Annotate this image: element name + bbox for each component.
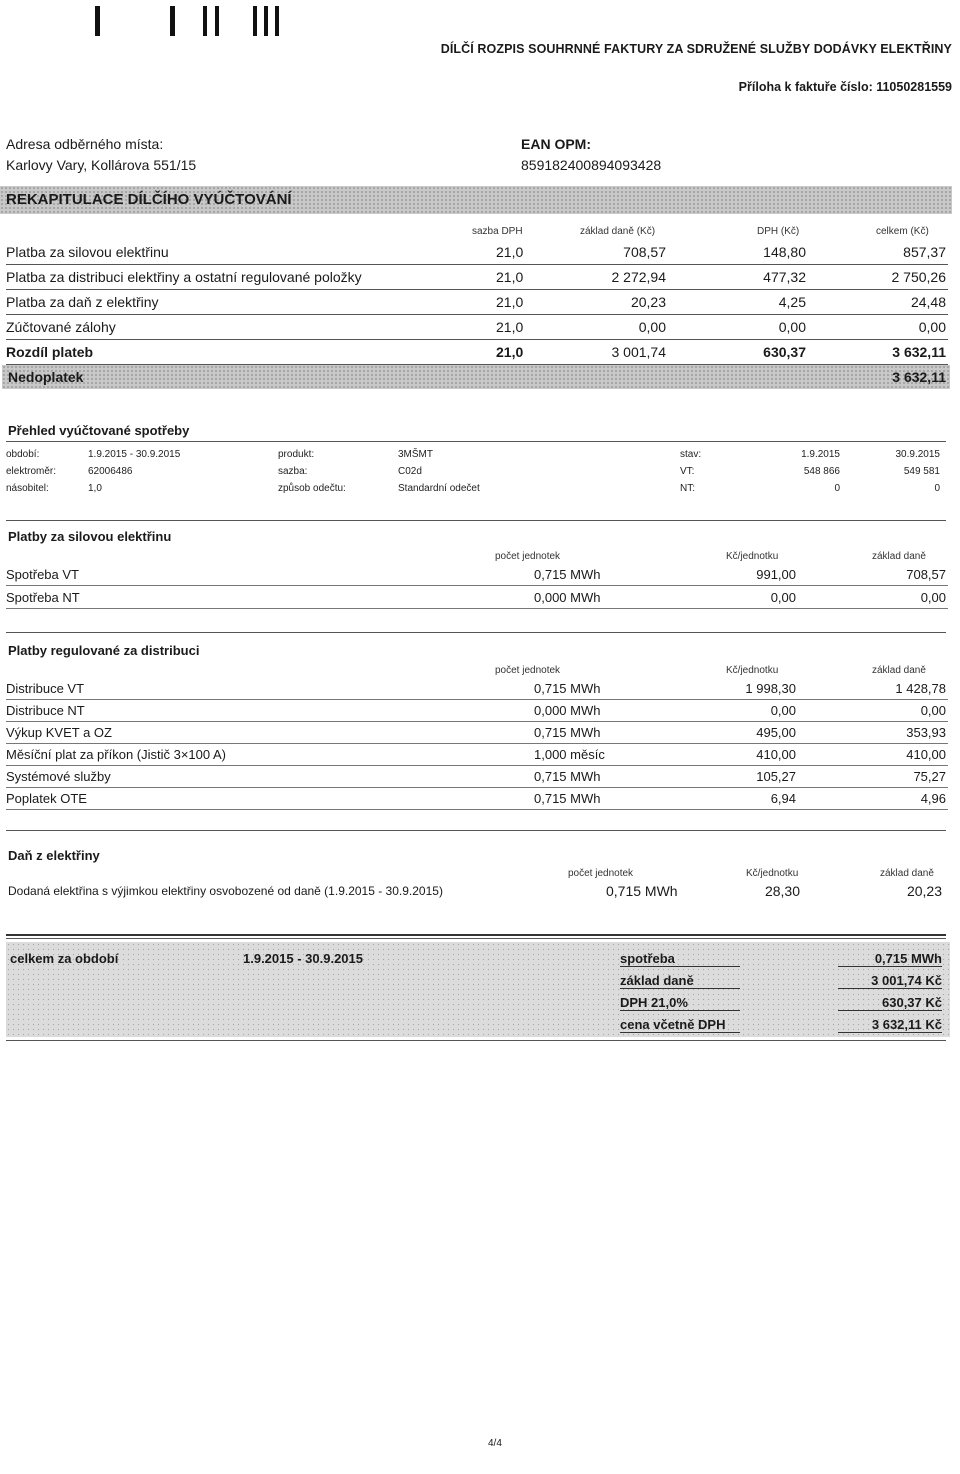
- recap-rate: 21,0: [496, 344, 524, 360]
- recap-rate: 21,0: [496, 269, 524, 285]
- tax-title: Daň z elektřiny: [8, 848, 100, 863]
- distribution-header-base: základ daně: [872, 665, 926, 676]
- rate-label: sazba:: [278, 466, 308, 477]
- totals-box: [6, 942, 950, 1037]
- power-row-base: 0,00: [920, 590, 946, 605]
- totals-item-value: 3 632,11 Kč: [838, 1017, 942, 1033]
- recap-name: Platba za distribuci elektřiny a ostatní regulované položky: [6, 269, 362, 285]
- recap-total: 2 750,26: [891, 269, 946, 285]
- meter-value: 62006486: [88, 466, 133, 477]
- totals-item-label: DPH 21,0%: [620, 995, 740, 1011]
- meter-label: elektroměr:: [6, 466, 57, 477]
- power-row-name: Spotřeba VT: [6, 567, 79, 582]
- ean-value: 859182400894093428: [521, 157, 662, 173]
- vt-from: 548 866: [803, 466, 840, 477]
- distribution-row-units: 0,715 MWh: [534, 769, 601, 784]
- divider: [6, 441, 946, 442]
- distribution-row-base: 410,00: [906, 747, 946, 762]
- power-row-base: 708,57: [906, 567, 946, 582]
- distribution-header-units: počet jednotek: [495, 665, 561, 676]
- power-title: Platby za silovou elektřinu: [8, 529, 172, 544]
- recap-row: [6, 290, 948, 315]
- header-total: celkem (Kč): [876, 226, 929, 237]
- distribution-row-units: 1,000 měsíc: [534, 747, 605, 762]
- power-row-name: Spotřeba NT: [6, 590, 80, 605]
- recap-name: Zúčtované zálohy: [6, 319, 116, 335]
- recap-row-difference: [6, 340, 948, 365]
- barcode: [95, 6, 279, 36]
- distribution-row-name: Systémové služby: [6, 769, 111, 784]
- tax-row-price: 28,30: [764, 883, 800, 899]
- product-label: produkt:: [278, 449, 315, 460]
- recap-vat: 630,37: [763, 344, 806, 360]
- distribution-row-price: 0,00: [770, 703, 796, 718]
- product-value: 3MŠMT: [398, 449, 433, 460]
- tax-row-name: Dodaná elektřina s výjimkou elektřiny osvobozené od daně (1.9.2015 - 30.9.2015): [8, 884, 443, 898]
- recap-vat: 148,80: [763, 244, 806, 260]
- distribution-row-price: 495,00: [756, 725, 796, 740]
- distribution-row-base: 1 428,78: [895, 681, 946, 696]
- power-row-units: 0,715 MWh: [534, 567, 601, 582]
- power-header-units: počet jednotek: [495, 551, 561, 562]
- vt-label: VT:: [680, 466, 695, 477]
- divider: [6, 934, 946, 936]
- distribution-row-units: 0,715 MWh: [534, 681, 601, 696]
- power-header-base: základ daně: [872, 551, 926, 562]
- state-label: stav:: [680, 449, 702, 460]
- nt-to: 0: [934, 483, 940, 494]
- distribution-row-price: 6,94: [770, 791, 796, 806]
- distribution-row-base: 353,93: [906, 725, 946, 740]
- totals-label: celkem za období: [10, 951, 119, 966]
- invoice-reference: Příloha k faktuře číslo: 11050281559: [738, 80, 952, 94]
- distribution-row: [6, 744, 948, 766]
- recap-rate: 21,0: [496, 319, 524, 335]
- multiplier-label: násobitel:: [6, 483, 49, 494]
- recap-name: Platba za silovou elektřinu: [6, 244, 169, 260]
- recap-title: REKAPITULACE DÍLČÍHO VYÚČTOVÁNÍ: [6, 191, 292, 208]
- totals-item-label: základ daně: [620, 973, 740, 989]
- tax-header-base: základ daně: [880, 868, 934, 879]
- state-to: 30.9.2015: [895, 449, 940, 460]
- recap-name: Rozdíl plateb: [6, 344, 94, 360]
- distribution-row-name: Měsíční plat za příkon (Jistič 3×100 A): [6, 747, 227, 762]
- nt-from: 0: [834, 483, 840, 494]
- period-label: období:: [6, 449, 40, 460]
- recap-name: Platba za daň z elektřiny: [6, 294, 159, 310]
- distribution-row-name: Distribuce VT: [6, 681, 85, 696]
- state-from: 1.9.2015: [801, 449, 840, 460]
- recap-base: 2 272,94: [611, 269, 666, 285]
- distribution-header-price: Kč/jednotku: [726, 665, 779, 676]
- recap-vat: 4,25: [778, 294, 806, 310]
- underpayment-label: Nedoplatek: [8, 369, 84, 385]
- divider: [6, 938, 946, 939]
- rate-value: C02d: [398, 466, 422, 477]
- distribution-row: [6, 678, 948, 700]
- totals-item-value: 3 001,74 Kč: [838, 973, 942, 989]
- address-label: Adresa odběrného místa:: [6, 136, 164, 152]
- divider: [6, 520, 946, 521]
- totals-item-label: spotřeba: [620, 951, 740, 967]
- period-value: 1.9.2015 - 30.9.2015: [88, 449, 181, 460]
- distribution-row-base: 75,27: [913, 769, 946, 784]
- recap-vat: 477,32: [763, 269, 806, 285]
- recap-total: 24,48: [910, 294, 946, 310]
- distribution-row-units: 0,000 MWh: [534, 703, 601, 718]
- recap-rate: 21,0: [496, 294, 524, 310]
- distribution-row: [6, 700, 948, 722]
- recap-row: [6, 265, 948, 290]
- recap-base: 708,57: [623, 244, 666, 260]
- recap-total: 0,00: [918, 319, 946, 335]
- consumption-title: Přehled vyúčtované spotřeby: [8, 423, 190, 438]
- power-row-price: 991,00: [756, 567, 796, 582]
- power-row-price: 0,00: [770, 590, 796, 605]
- totals-period: 1.9.2015 - 30.9.2015: [243, 951, 363, 966]
- distribution-row-base: 4,96: [920, 791, 946, 806]
- divider: [6, 632, 946, 633]
- multiplier-value: 1,0: [88, 483, 102, 494]
- ean-label: EAN OPM:: [521, 136, 591, 152]
- totals-item-value: 0,715 MWh: [838, 951, 942, 967]
- distribution-row: [6, 766, 948, 788]
- distribution-row-name: Distribuce NT: [6, 703, 85, 718]
- tax-header-price: Kč/jednotku: [746, 868, 799, 879]
- power-row-units: 0,000 MWh: [534, 590, 601, 605]
- distribution-row-units: 0,715 MWh: [534, 791, 601, 806]
- totals-item-value: 630,37 Kč: [838, 995, 942, 1011]
- tax-header-units: počet jednotek: [568, 868, 634, 879]
- divider: [6, 830, 946, 831]
- totals-item-label: cena včetně DPH: [620, 1017, 740, 1033]
- distribution-row-base: 0,00: [920, 703, 946, 718]
- recap-rate: 21,0: [496, 244, 524, 260]
- page-number: 4/4: [488, 1438, 502, 1449]
- tax-row-units: 0,715 MWh: [606, 883, 678, 899]
- recap-row: [6, 315, 948, 340]
- document-title: DÍLČÍ ROZPIS SOUHRNNÉ FAKTURY ZA SDRUŽENÉ SLUŽBY DODÁVKY ELEKTŘINY: [440, 42, 952, 56]
- distribution-row: [6, 788, 948, 810]
- distribution-row-name: Výkup KVET a OZ: [6, 725, 112, 740]
- underpayment-value: 3 632,11: [892, 369, 946, 385]
- distribution-row-price: 105,27: [756, 769, 796, 784]
- distribution-row-units: 0,715 MWh: [534, 725, 601, 740]
- recap-vat: 0,00: [778, 319, 806, 335]
- recap-row: [6, 240, 948, 265]
- distribution-row-name: Poplatek OTE: [6, 791, 87, 806]
- underpayment-banner: [2, 365, 950, 389]
- recap-base: 3 001,74: [611, 344, 666, 360]
- power-row: [6, 587, 948, 609]
- method-label: způsob odečtu:: [278, 483, 346, 494]
- power-row: [6, 564, 948, 586]
- header-vat: DPH (Kč): [757, 226, 800, 237]
- power-header-price: Kč/jednotku: [726, 551, 779, 562]
- divider: [6, 1040, 946, 1041]
- vt-to: 549 581: [903, 466, 940, 477]
- nt-label: NT:: [680, 483, 695, 494]
- method-value: Standardní odečet: [398, 483, 480, 494]
- distribution-row-price: 1 998,30: [745, 681, 796, 696]
- tax-row-base: 20,23: [906, 883, 942, 899]
- recap-total: 857,37: [903, 244, 946, 260]
- distribution-title: Platby regulované za distribuci: [8, 643, 200, 658]
- address-value: Karlovy Vary, Kollárova 551/15: [6, 157, 197, 173]
- header-rate: sazba DPH: [472, 226, 523, 237]
- recap-total: 3 632,11: [892, 344, 946, 360]
- header-base: základ daně (Kč): [580, 226, 656, 237]
- distribution-row: [6, 722, 948, 744]
- recap-base: 20,23: [630, 294, 666, 310]
- distribution-row-price: 410,00: [756, 747, 796, 762]
- recap-base: 0,00: [638, 319, 666, 335]
